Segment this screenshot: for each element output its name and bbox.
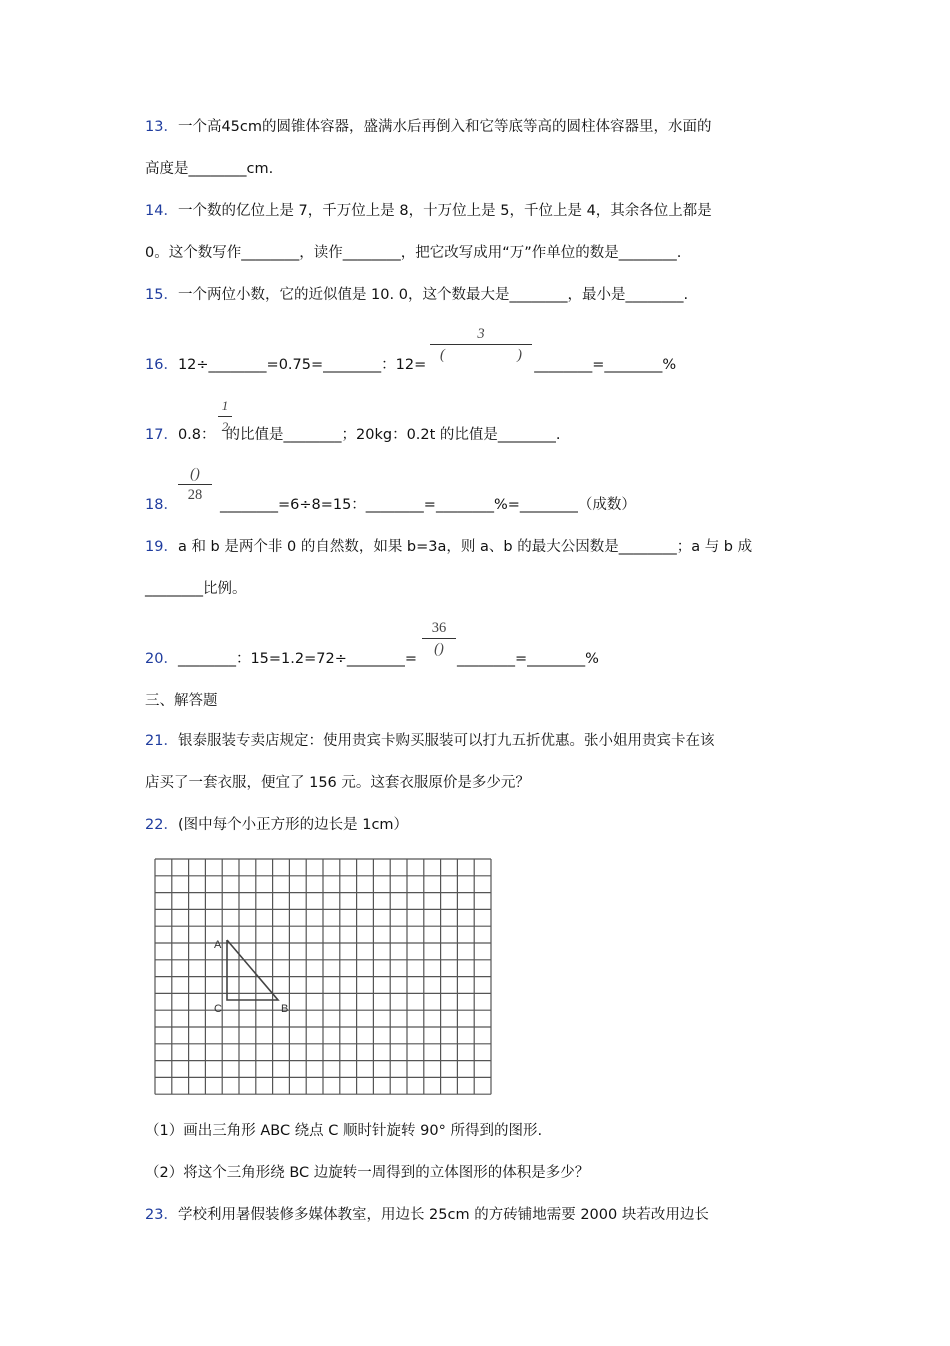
q17-fraction: 1 2: [218, 398, 232, 435]
q16-fraction: 3 ( ): [430, 326, 532, 363]
q17-line: 17．0.8： 的比值是________；20kg：0.2t 的比值是________.: [145, 427, 561, 443]
q22-number: 22．: [145, 817, 178, 833]
q18-fraction: () 28: [178, 466, 212, 503]
q19-line1: 19．a 和 b 是两个非 0 的自然数，如果 b=3a，则 a、b 的最大公因数是________；a 与 b 成: [145, 539, 753, 555]
q15-number: 15．: [145, 287, 178, 303]
point-a-label: A: [214, 939, 222, 951]
q20-line: 20．________：15=1.2=72÷________= ________=________%: [145, 651, 599, 667]
grid-lines: [155, 859, 491, 1094]
q19-line2: ________比例。: [145, 581, 247, 597]
q19-number: 19．: [145, 539, 178, 555]
q16-line: 16．12÷________=0.75=________：12= ________=________%: [145, 357, 677, 373]
q21-line2: 店买了一套衣服，便宜了 156 元。这套衣服原价是多少元？: [145, 775, 530, 791]
q23-number: 23．: [145, 1207, 178, 1223]
point-b-label: B: [281, 1003, 289, 1015]
q14-line1: 14．一个数的亿位上是 7，千万位上是 8，十万位上是 5，千位上是 4，其余各位上都是: [145, 203, 712, 219]
triangle-abc: [227, 940, 278, 1000]
q18-line: 18． ________=6÷8=15：________=________%=________（成数）: [145, 497, 636, 513]
q23-line1: 23．学校利用暑假装修多媒体教室，用边长 25cm 的方砖铺地需要 2000 块若改用边长: [145, 1207, 709, 1223]
q21-number: 21．: [145, 733, 178, 749]
point-c-label: C: [214, 1003, 222, 1015]
q21-line1: 21．银泰服装专卖店规定：使用贵宾卡购买服装可以打九五折优惠。张小姐用贵宾卡在该: [145, 733, 715, 749]
q17-number: 17．: [145, 427, 178, 443]
q13-line2: 高度是________cm.: [145, 161, 274, 177]
q22-sub1: （1）画出三角形 ABC 绕点 C 顺时针旋转 90° 所得到的图形.: [145, 1123, 543, 1139]
q13-number: 13．: [145, 119, 178, 135]
q13-line1: 13．一个高45cm的圆锥体容器，盛满水后再倒入和它等底等高的圆柱体容器里，水面的: [145, 119, 712, 135]
section-heading: 三、解答题: [145, 693, 218, 709]
q14-line2: 0。这个数写作________，读作________，把它改写成用“万”作单位的数是________.: [145, 245, 682, 261]
q22-line1: 22．(图中每个小正方形的边长是 1cm）: [145, 817, 409, 833]
q20-number: 20．: [145, 651, 178, 667]
q18-number: 18．: [145, 497, 178, 513]
q15-line1: 15．一个两位小数，它的近似值是 10. 0，这个数最大是________，最小是________.: [145, 287, 689, 303]
grid-figure: [153, 857, 495, 1097]
q16-number: 16．: [145, 357, 178, 373]
q20-fraction: 36 (): [422, 620, 456, 657]
q22-sub2: （2）将这个三角形绕 BC 边旋转一周得到的立体图形的体积是多少？: [145, 1165, 590, 1181]
q14-number: 14．: [145, 203, 178, 219]
